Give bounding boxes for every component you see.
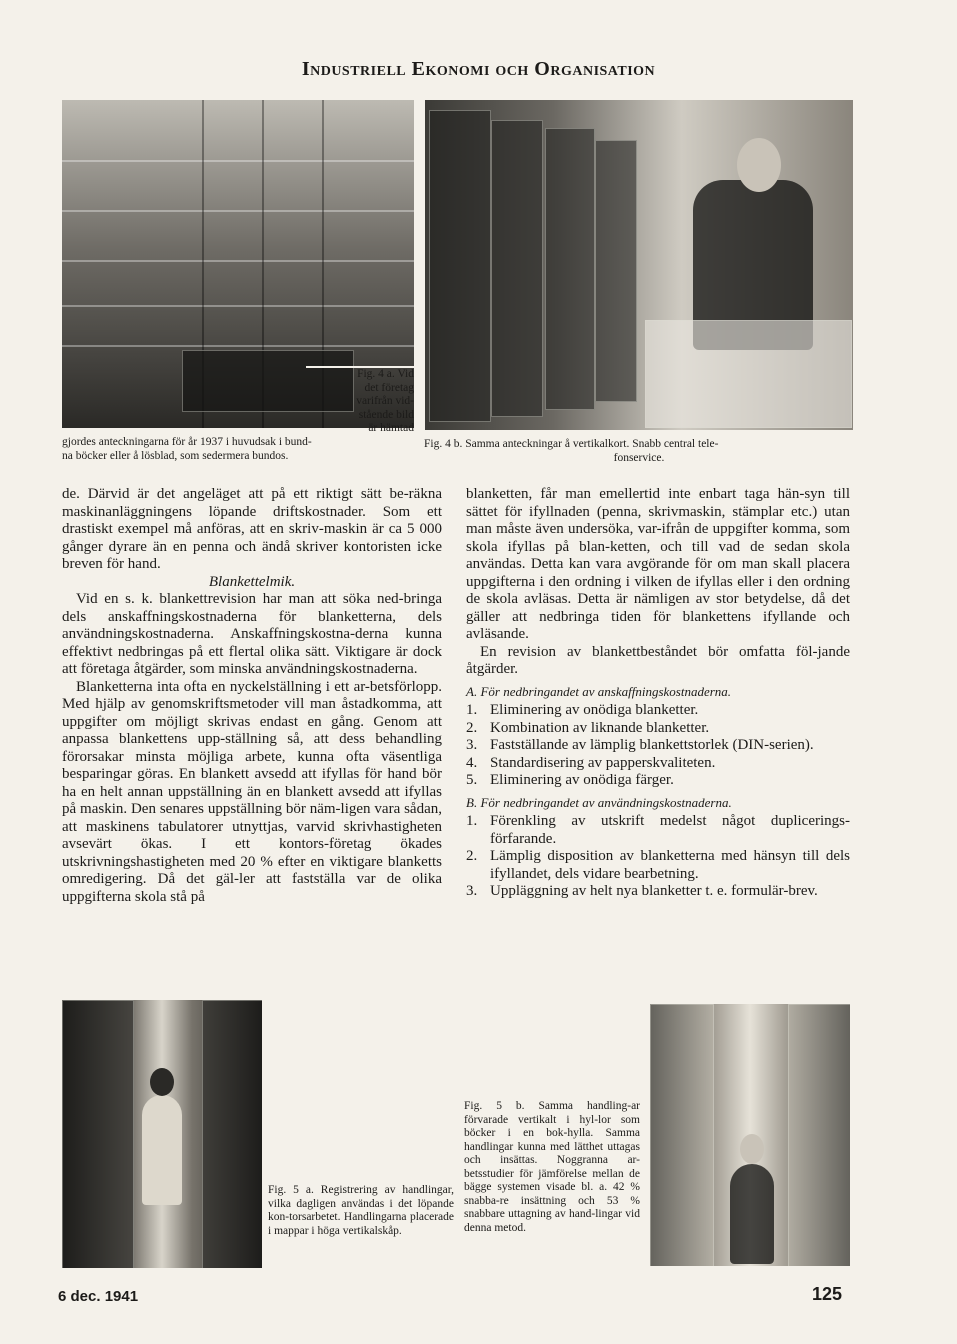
paragraph: Vid en s. k. blankettrevision har man att söka ned-bringa dels anskaffningskostnaderna för blanketterna, dels användningskostnaderna. Anskaffningskostna-derna kunna effektivt nedbringas på ett flertal olika sätt. Viktigare är dock att företaga åtgärder, som minska användningskostnaderna. bbox=[62, 591, 442, 677]
fig-5a-photo bbox=[62, 1000, 262, 1268]
paragraph: En revision av blankettbeståndet bör omfatta föl-jande åtgärder. bbox=[466, 643, 850, 677]
fig-4a-caption-line: stående bild bbox=[358, 408, 414, 421]
fig-4a-caption-line: det företag bbox=[364, 381, 414, 394]
paragraph: de. Därvid är det angeläget att på ett riktigt sätt be-räkna maskinanläggningens löpande driftskostnader. Som ett drastiskt exempel må anföras, att en skriv-maskin är ca 5 000 gånger dyrare än en penna och ändå skriver kontoristen icke breven för hand. bbox=[62, 486, 442, 572]
paragraph: Blanketterna inta ofta en nyckelställning i ett ar-betsförlopp. Med hjälp av genomskriftsmetoder vill man åstadkomma, att uppgifter om möjligt skrivas endast en gång. Genom att anpassa blankettens upp-ställning så, att dess behandling förorsakar minsta möjliga arbete, kunna ofta väsentliga besparingar göras. En blankett avsedd att ifyllas för hand bör ha en helt annan uppställning än en blankett avsedd att ifyllas på maskin. Den senares uppställning bör näm-ligen vara sådan, att maskinens tabulatorer utnyttjas, varvid skrivhastigheten avsevärt ökas. I ett kontors-företag ökades utskrivningshastigheten med 20 % efter en viktigare blanketts omredigering. Då det gäl-ler att fastställa var de olika uppgifterna skola stå på bbox=[62, 678, 442, 905]
list-item: 1. Förenkling av utskrift medelst något duplicerings-förfarande. bbox=[466, 813, 850, 847]
fig-4b-caption bbox=[424, 438, 854, 465]
paragraph: blanketten, får man emellertid inte enbart taga hän-syn till sättet för ifyllnaden (penna, skrivmaskin, stämplar etc.) utan man måste även undersöka, var-ifrån de uppgifter komma, som skola ifyllas på blan-ketten, och till vad de sedan skola användas. Detta kan vara avgörande för om man skall placera uppgifterna i den ordning i vilken de ifyllas eller i den ordning de skola avläsas. Detta är nämligen av stor betydelse, då det gäller att nedbringa tiden för blankettens ifyllande och avläsande. bbox=[466, 486, 850, 642]
section-heading: Blankettelmik. bbox=[208, 573, 296, 590]
list-item: 3. Uppläggning av helt nya blanketter t. e. formulär-brev. bbox=[466, 883, 818, 899]
fig-4a-caption-line: na böcker eller å lösblad, som sedermera bundos. bbox=[62, 449, 289, 462]
left-column bbox=[62, 486, 442, 906]
list-item: 1. Eliminering av onödiga blanketter. bbox=[466, 702, 699, 718]
list-item: 2. Lämplig disposition av blanketterna med hänsyn till dels ifyllandet, dels vidare bearbetning. bbox=[466, 848, 850, 882]
fig-4a-caption-line: varifrån vid- bbox=[356, 395, 414, 407]
list-item: 5. Eliminering av onödiga färger. bbox=[466, 772, 674, 788]
fig-5b-caption: Fig. 5 b. Samma handling-ar förvarade vertikalt i hyl-lor som böcker i en bok-hylla. Samma handlingar kunna med lätthet uttagas och insättas. Noggranna ar-betsstudier för jämförelse mellan de bägge systemen visade bl. a. 42 % snabba-re insättning och 53 % snabbare uttagning av hand-lingar vid denna metod. bbox=[464, 1100, 640, 1234]
page-number: 125 bbox=[812, 1284, 843, 1304]
list-b bbox=[466, 813, 850, 901]
footer-date: 6 dec. 1941 bbox=[58, 1288, 139, 1305]
fig-5b-photo bbox=[650, 1004, 850, 1266]
page-header: Industriell Ekonomi och Organisation bbox=[301, 58, 656, 80]
fig-4a-caption-side bbox=[322, 368, 414, 436]
right-column bbox=[466, 486, 850, 901]
fig-4a-caption-line: Fig. 4 a. Vid bbox=[357, 368, 414, 380]
fig-4b-photo bbox=[425, 100, 853, 430]
fig-4a-caption-line: gjordes anteckningarna för år 1937 i huvudsak i bund- bbox=[62, 436, 312, 448]
fig-4a-caption bbox=[62, 436, 418, 463]
list-item: 2. Kombination av liknande blanketter. bbox=[466, 719, 710, 736]
list-heading-a: A. För nedbringandet av anskaffningskostnaderna. bbox=[466, 683, 732, 699]
fig-5a-caption: Fig. 5 a. Registrering av handlingar, vilka dagligen användas i det löpande kon-torsarbetet. Handlingarna placerade i mappar i höga vertikalskåp. bbox=[268, 1184, 454, 1237]
list-item: 4. Standardisering av papperskvaliteten. bbox=[466, 754, 716, 771]
list-a bbox=[466, 702, 850, 790]
fig-4b-caption-line: fonservice. bbox=[613, 451, 665, 464]
fig-4b-caption-line: Fig. 4 b. Samma anteckningar å vertikalkort. Snabb central tele- bbox=[424, 438, 719, 450]
fig-4a-caption-line: är hämtad bbox=[368, 422, 414, 434]
list-heading-b: B. För nedbringandet av användningskostnaderna. bbox=[466, 794, 732, 810]
list-item: 3. Fastställande av lämplig blankettstorlek (DIN-serien). bbox=[466, 737, 814, 753]
